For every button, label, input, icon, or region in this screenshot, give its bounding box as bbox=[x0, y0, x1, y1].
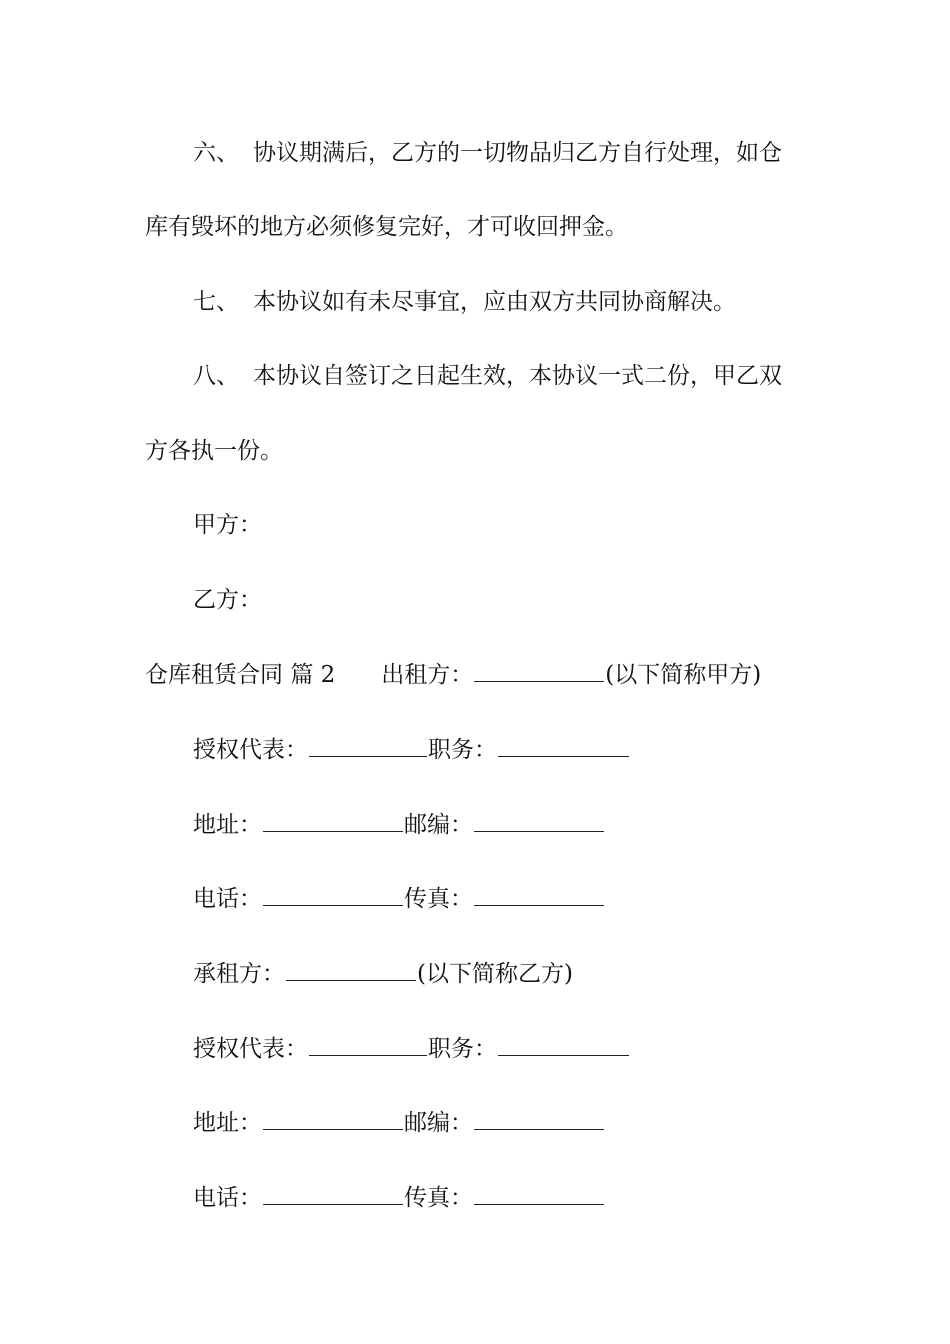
lessee-position-label: 职务： bbox=[428, 1036, 497, 1062]
lessor-position-blank bbox=[498, 734, 629, 757]
clause-8-text: 本协议自签订之日起生效，本协议一式二份，甲乙双 bbox=[253, 363, 782, 389]
lessee-label: 承租方： bbox=[193, 961, 285, 987]
clause-6-line-2: 库有毁坏的地方必须修复完好，才可收回押金。 bbox=[145, 214, 628, 240]
clause-6-text: 协议期满后，乙方的一切物品归乙方自行处理，如仓 bbox=[253, 140, 782, 166]
clause-8-line-1 bbox=[193, 361, 782, 391]
contract-2-heading bbox=[145, 659, 761, 690]
party-a-signature: 甲方： bbox=[193, 512, 262, 538]
lessee-address-line bbox=[193, 1107, 605, 1138]
lessee-fax-label: 传真： bbox=[404, 1185, 473, 1211]
lessor-blank bbox=[474, 659, 604, 682]
lessee-blank bbox=[286, 958, 416, 981]
lessor-postcode-label: 邮编： bbox=[404, 812, 473, 838]
lessee-note: (以下简称乙方) bbox=[417, 961, 573, 987]
lessee-postcode-blank bbox=[474, 1107, 604, 1130]
lessee-phone-label: 电话： bbox=[193, 1185, 262, 1211]
clause-6-line-1 bbox=[193, 138, 782, 168]
lessor-address-line bbox=[193, 809, 605, 840]
contract-2-part: 篇 2 bbox=[290, 662, 336, 688]
clause-8-number: 八、 bbox=[193, 363, 239, 389]
lessee-postcode-label: 邮编： bbox=[404, 1110, 473, 1136]
lessor-rep-line bbox=[193, 734, 630, 765]
clause-6-number: 六、 bbox=[193, 140, 239, 166]
lessor-position-label: 职务： bbox=[428, 737, 497, 763]
lessee-phone-line bbox=[193, 1182, 605, 1213]
lessor-phone-label: 电话： bbox=[193, 886, 262, 912]
lessor-fax-blank bbox=[474, 883, 604, 906]
lessee-position-blank bbox=[498, 1033, 629, 1056]
lessee-phone-blank bbox=[263, 1182, 403, 1205]
contract-2-title: 仓库租赁合同 bbox=[145, 662, 283, 688]
lessor-address-label: 地址： bbox=[193, 812, 262, 838]
party-b-signature: 乙方： bbox=[193, 587, 262, 613]
clause-8-line-2: 方各执一份。 bbox=[145, 438, 283, 464]
clause-7-number: 七、 bbox=[193, 289, 239, 315]
lessee-fax-blank bbox=[474, 1182, 604, 1205]
lessee-rep-line bbox=[193, 1033, 630, 1064]
lessor-label: 出租方： bbox=[381, 662, 474, 688]
lessor-phone-blank bbox=[263, 883, 403, 906]
lessee-rep-label: 授权代表： bbox=[193, 1036, 308, 1062]
lessor-fax-label: 传真： bbox=[404, 886, 473, 912]
lessee-address-blank bbox=[263, 1107, 403, 1130]
lessee-rep-blank bbox=[309, 1033, 427, 1056]
lessor-postcode-blank bbox=[474, 809, 604, 832]
lessor-rep-label: 授权代表： bbox=[193, 737, 308, 763]
lessor-address-blank bbox=[263, 809, 403, 832]
lessor-phone-line bbox=[193, 883, 605, 914]
lessor-note: (以下简称甲方) bbox=[605, 662, 762, 688]
clause-7-line-1 bbox=[193, 287, 736, 317]
lessee-address-label: 地址： bbox=[193, 1110, 262, 1136]
clause-7-text: 本协议如有未尽事宜，应由双方共同协商解决。 bbox=[253, 289, 736, 315]
lessee-line bbox=[193, 958, 573, 989]
lessor-rep-blank bbox=[309, 734, 427, 757]
